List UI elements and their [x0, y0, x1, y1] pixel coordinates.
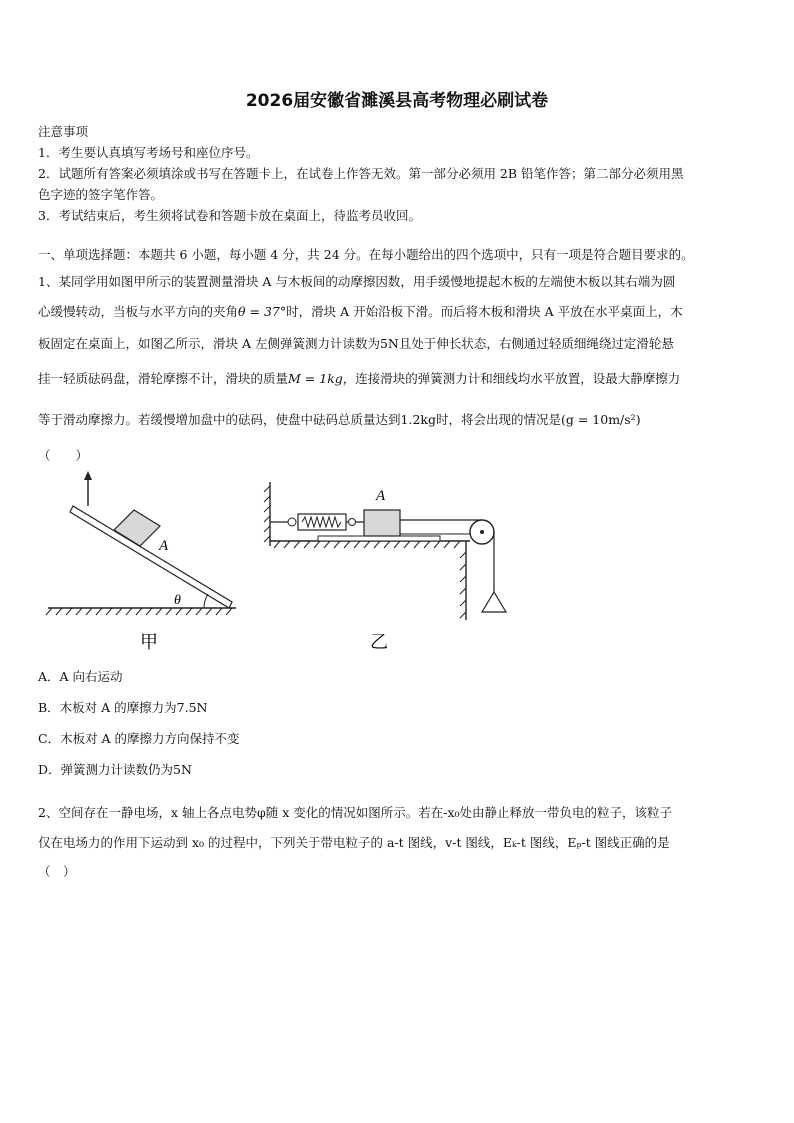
q2-line-2: 仅在电场力的作用下运动到 x₀ 的过程中，下列关于带电粒子的 a-t 图线，v-t 图线，Eₖ-t 图线，Eₚ-t 图线正确的是 — [38, 835, 670, 850]
block-label-2: A — [376, 488, 386, 504]
section-heading: 一、单项选择题：本题共 6 小题，每小题 4 分，共 24 分。在每小题给出的四个选项中，只有一项是符合题目要求的。 — [38, 247, 694, 262]
figure-jia — [46, 471, 236, 653]
q1-text: 心缓慢转动，当板与水平方向的夹角 — [38, 304, 239, 319]
option-c: C．木板对 A 的摩擦力方向保持不变 — [38, 731, 240, 746]
q1-paren: （ ） — [38, 448, 89, 463]
notice-item-1: 1．考生要认真填写考场号和座位序号。 — [38, 145, 259, 160]
spring-reading: 5N — [379, 336, 399, 351]
spring-ring — [288, 518, 296, 526]
block-label-1: A — [159, 538, 169, 554]
q1-text: ，连接滑块的弹簧测力计和细线均水平放置，设最大静摩擦力 — [342, 371, 681, 386]
angle-value: θ = 37° — [238, 304, 287, 319]
theta-label: θ — [174, 593, 181, 608]
q2-line-1: 2、空间存在一静电场，x 轴上各点电势φ随 x 变化的情况如图所示。若在-x₀处由静止释放一带负电的粒子，该粒子 — [38, 805, 673, 820]
figure-label-jia: 甲 — [140, 632, 158, 653]
figure-label-yi: 乙 — [370, 632, 388, 653]
lift-arrow-head — [84, 471, 92, 480]
q1-text: 板固定在桌面上，如图乙所示，滑块 A 左侧弹簧测力计读数为 — [38, 336, 380, 351]
mass-value: M = 1kg — [288, 371, 343, 386]
notice-item-2: 2．试题所有答案必须填涂或书写在答题卡上，在试卷上作答无效。第一部分必须用 2B 铅笔作答；第二部分必须用黑 — [38, 166, 684, 181]
edge-hatching — [460, 552, 466, 618]
q1-text: 等于滑动摩擦力。若缓慢增加盘中的砝码，使盘中砝码总质量达到 — [38, 412, 401, 427]
table-hatching — [274, 541, 460, 548]
option-a: A．A 向右运动 — [38, 669, 123, 684]
q2-paren: （ ） — [38, 864, 76, 879]
wall-hatching — [264, 486, 270, 542]
q1-line-5 — [38, 410, 641, 428]
q1-line-3 — [38, 334, 674, 352]
q1-text: 时，将会出现的情况是 — [435, 412, 561, 427]
q1-line-2 — [38, 302, 683, 320]
weight-pan — [482, 592, 506, 612]
board — [318, 536, 440, 541]
q1-text: 挂一轻质砝码盘，滑轮摩擦不计，滑块的质量 — [38, 371, 289, 386]
q1-text: 且处于伸长状态，右侧通过轻质细绳绕过定滑轮悬 — [398, 336, 674, 351]
gravity-value: (g = 10m/s²) — [561, 412, 641, 427]
ground-hatching — [46, 608, 232, 615]
q1-text: 时，滑块 A 开始沿板下滑。而后将木板和滑块 A 平放在水平桌面上，木 — [286, 304, 683, 319]
notice-item-2-cont: 色字迹的签字笔作答。 — [38, 187, 164, 202]
pulley-axle — [480, 530, 484, 534]
notice-item-3: 3．考试结束后，考生须将试卷和答题卡放在桌面上，待监考员收回。 — [38, 208, 421, 223]
q1-line-4 — [38, 369, 680, 387]
added-mass: 1.2kg — [400, 412, 436, 427]
q1-figures — [36, 462, 536, 662]
figure-yi — [264, 482, 506, 653]
page-title: 2026届安徽省濉溪县高考物理必刷试卷 — [245, 91, 549, 111]
q1-line-1: 1、某同学用如图甲所示的装置测量滑块 A 与木板间的动摩擦因数，用手缓慢地提起木板的左端使木板以其右端为圆 — [38, 274, 676, 289]
block-a-2 — [364, 510, 400, 536]
scale-ring — [349, 519, 356, 526]
angle-arc — [204, 594, 208, 608]
option-b: B．木板对 A 的摩擦力为7.5N — [38, 700, 208, 715]
option-d: D．弹簧测力计读数仍为5N — [38, 762, 192, 777]
notice-heading: 注意事项 — [38, 124, 89, 139]
